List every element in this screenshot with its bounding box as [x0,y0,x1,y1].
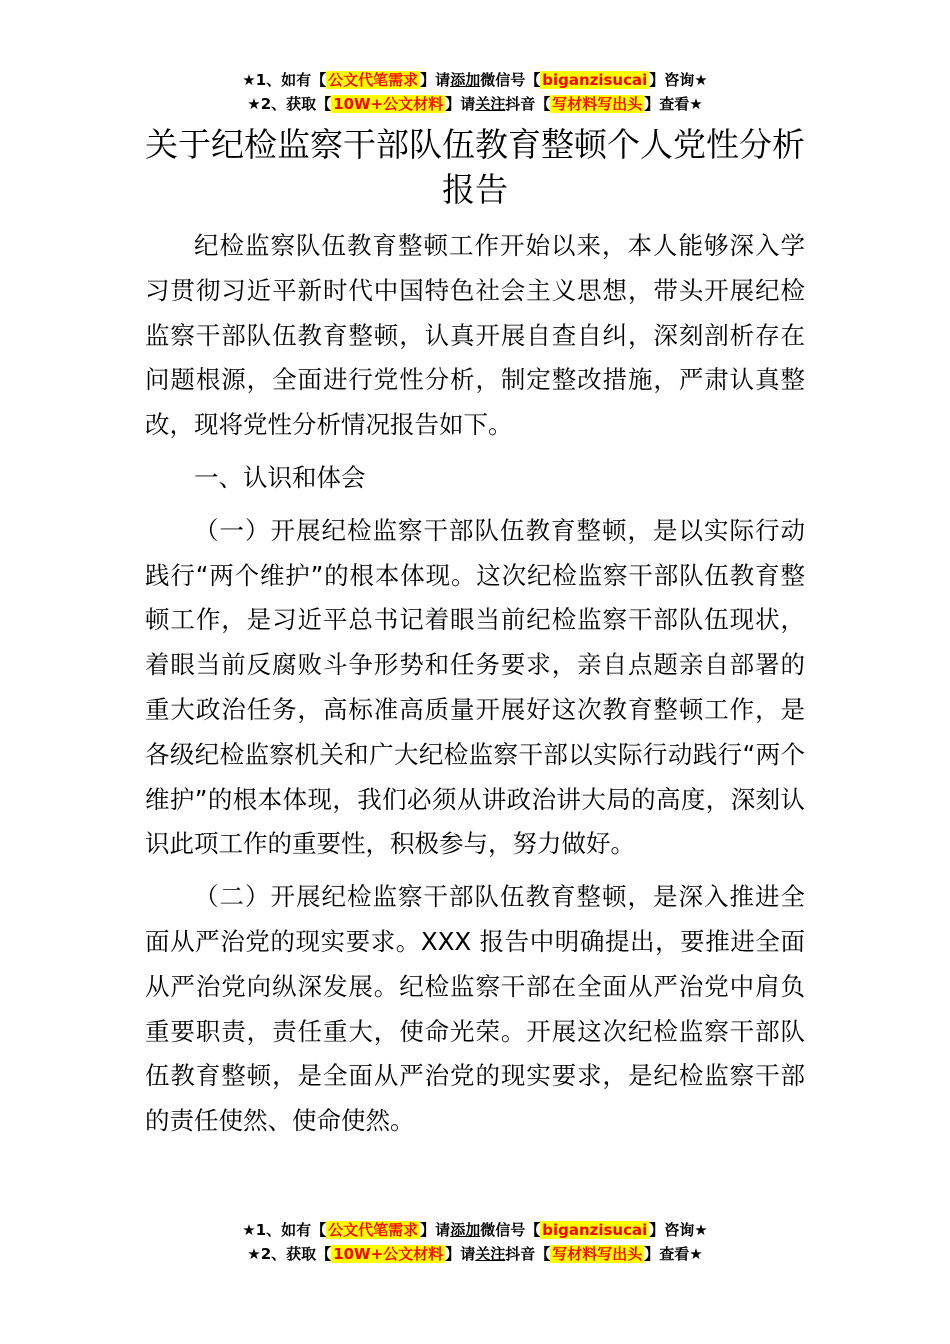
banner-text: 】请 [420,1221,451,1239]
banner-text: 】请 [445,1245,476,1263]
banner-text: 微信号【 [480,71,541,89]
banner-text: 】查看★ [644,95,703,113]
banner-text: 抖音【 [505,95,551,113]
document-body [145,224,805,1144]
banner-text: 】咨询★ [649,71,708,89]
footer-banner [0,1218,950,1266]
banner-text: 】请 [445,95,476,113]
banner-text: 抖音【 [505,1245,551,1263]
banner-text: ★2、获取【 [247,1245,332,1263]
banner-text: ★2、获取【 [247,95,332,113]
banner-text: ★1、如有【 [242,1221,327,1239]
banner-highlight: 10W+公文材料 [333,95,444,113]
banner-highlight: 公文代笔需求 [328,1221,419,1239]
body-paragraph: （二）开展纪检监察干部队伍教育整顿，是深入推进全面从严治党的现实要求。XXX 报告中明确提出，要推进全面从严治党向纵深发展。纪检监察干部在全面从严治党中肩负重要职责，责任重大，使命光荣。开展这次纪检监察干部队伍教育整顿，是全面从严治党的现实要求，是纪检监察干部的责任使然、使命使然。 [145,882,805,1136]
banner-line-1 [0,1218,950,1242]
banner-highlight: biganzisucai [542,71,648,89]
header-banner [0,68,950,116]
banner-line-2 [0,1242,950,1266]
body-paragraph: （一）开展纪检监察干部队伍教育整顿，是以实际行动践行“两个维护”的根本体现。这次纪检监察干部队伍教育整顿工作，是习近平总书记着眼当前纪检监察干部队伍现状，着眼当前反腐败斗争形势和任务要求，亲自点题亲自部署的重大政治任务，高标准高质量开展好这次教育整顿工作，是各级纪检监察机关和广大纪检监察干部以实际行动践行“两个维护”的根本体现，我们必须从讲政治讲大局的高度，深刻认识此项工作的重要性，积极参与，努力做好。 [145,515,805,859]
banner-text: 】查看★ [644,1245,703,1263]
banner-highlight: 写材料写出头 [552,1245,643,1263]
banner-underlined: 关注 [475,95,506,113]
banner-highlight: biganzisucai [542,1221,648,1239]
banner-highlight: 10W+公文材料 [333,1245,444,1263]
section-heading: 一、认识和体会 [194,462,366,492]
banner-line-1 [0,68,950,92]
intro-paragraph: 纪检监察队伍教育整顿工作开始以来，本人能够深入学习贯彻习近平新时代中国特色社会主义思想，带头开展纪检监察干部队伍教育整顿，认真开展自查自纠，深刻剖析存在问题根源，全面进行党性分析，制定整改措施，严肃认真整改，现将党性分析情况报告如下。 [145,231,805,440]
banner-text: 】咨询★ [649,1221,708,1239]
banner-line-2 [0,92,950,116]
banner-text: ★1、如有【 [242,71,327,89]
banner-underlined: 添加 [450,1221,481,1239]
document-title: 关于纪检监察干部队伍教育整顿个人党性分析报告 [145,125,805,209]
banner-underlined: 添加 [450,71,481,89]
banner-text: 】请 [420,71,451,89]
banner-highlight: 写材料写出头 [552,95,643,113]
banner-highlight: 公文代笔需求 [328,71,419,89]
banner-underlined: 关注 [475,1245,506,1263]
banner-text: 微信号【 [480,1221,541,1239]
